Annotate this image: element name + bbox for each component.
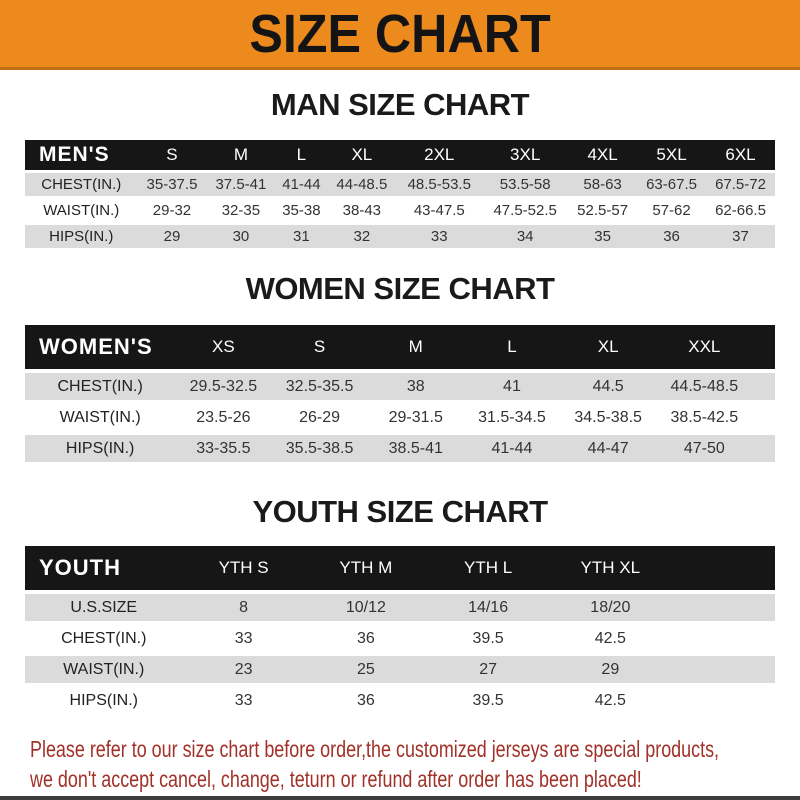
youth-size-table bbox=[25, 542, 775, 718]
size-column-header: YTH S bbox=[183, 546, 305, 590]
size-value-cell: 35 bbox=[568, 225, 637, 248]
table-row bbox=[25, 625, 775, 652]
size-value-cell: 41 bbox=[464, 373, 560, 400]
table-row bbox=[25, 594, 775, 621]
size-value-cell: 53.5-58 bbox=[482, 173, 568, 196]
size-value-cell: 47-50 bbox=[656, 435, 752, 462]
size-value-cell: 29.5-32.5 bbox=[175, 373, 271, 400]
size-column-header: XL bbox=[560, 325, 656, 369]
size-value-cell: 34.5-38.5 bbox=[560, 404, 656, 431]
size-column-header: YTH XL bbox=[549, 546, 671, 590]
size-value-cell: 67.5-72 bbox=[706, 173, 775, 196]
size-value-cell: 31 bbox=[275, 225, 327, 248]
size-value-cell: 38.5-41 bbox=[368, 435, 464, 462]
size-value-cell: 44-47 bbox=[560, 435, 656, 462]
youth-section-heading: YOUTH SIZE CHART bbox=[252, 494, 548, 529]
women-group-label: WOMEN'S bbox=[25, 325, 175, 369]
size-value-cell: 23.5-26 bbox=[175, 404, 271, 431]
size-value-cell: 52.5-57 bbox=[568, 199, 637, 222]
header-filler-cell bbox=[752, 325, 775, 369]
row-label: U.S.SIZE bbox=[25, 594, 183, 621]
men-size-table bbox=[25, 137, 775, 251]
size-column-header: L bbox=[275, 140, 327, 170]
size-value-cell: 35-37.5 bbox=[138, 173, 207, 196]
size-value-cell: 31.5-34.5 bbox=[464, 404, 560, 431]
size-value-cell: 33 bbox=[183, 625, 305, 652]
size-value-cell: 37.5-41 bbox=[206, 173, 275, 196]
size-value-cell: 39.5 bbox=[427, 625, 549, 652]
size-value-cell: 44.5 bbox=[560, 373, 656, 400]
size-value-cell: 18/20 bbox=[549, 594, 671, 621]
size-value-cell: 36 bbox=[305, 687, 427, 714]
footer-note-line1: Please refer to our size chart before order,the customized jerseys are special products, bbox=[30, 736, 720, 762]
size-value-cell: 33-35.5 bbox=[175, 435, 271, 462]
size-value-cell: 33 bbox=[396, 225, 482, 248]
size-value-cell: 36 bbox=[637, 225, 706, 248]
size-column-header: XXL bbox=[656, 325, 752, 369]
row-label: WAIST(IN.) bbox=[25, 199, 138, 222]
size-section-women bbox=[0, 271, 800, 466]
size-value-cell: 63-67.5 bbox=[637, 173, 706, 196]
row-filler-cell bbox=[752, 435, 775, 462]
size-column-header: 5XL bbox=[637, 140, 706, 170]
size-column-header: 2XL bbox=[396, 140, 482, 170]
size-value-cell: 48.5-53.5 bbox=[396, 173, 482, 196]
table-row bbox=[25, 199, 775, 222]
youth-header-row bbox=[25, 546, 775, 590]
size-value-cell: 41-44 bbox=[275, 173, 327, 196]
size-column-header: M bbox=[368, 325, 464, 369]
row-label: WAIST(IN.) bbox=[25, 404, 175, 431]
size-value-cell: 27 bbox=[427, 656, 549, 683]
women-size-table bbox=[25, 321, 775, 466]
size-column-header: YTH L bbox=[427, 546, 549, 590]
size-column-header: 6XL bbox=[706, 140, 775, 170]
size-value-cell: 38.5-42.5 bbox=[656, 404, 752, 431]
row-filler-cell bbox=[671, 656, 775, 683]
row-filler-cell bbox=[671, 687, 775, 714]
row-filler-cell bbox=[671, 594, 775, 621]
bottom-edge-line bbox=[0, 796, 800, 800]
size-value-cell: 42.5 bbox=[549, 625, 671, 652]
women-header-row bbox=[25, 325, 775, 369]
size-column-header: S bbox=[138, 140, 207, 170]
size-value-cell: 41-44 bbox=[464, 435, 560, 462]
size-value-cell: 25 bbox=[305, 656, 427, 683]
footer-note bbox=[0, 734, 800, 794]
size-column-header: L bbox=[464, 325, 560, 369]
footer-note-line2: we don't accept cancel, change, teturn or refund after order has been placed! bbox=[30, 766, 642, 792]
size-value-cell: 47.5-52.5 bbox=[482, 199, 568, 222]
size-value-cell: 32.5-35.5 bbox=[271, 373, 367, 400]
size-column-header: 3XL bbox=[482, 140, 568, 170]
header-filler-cell bbox=[671, 546, 775, 590]
row-label: CHEST(IN.) bbox=[25, 173, 138, 196]
size-value-cell: 32-35 bbox=[206, 199, 275, 222]
size-section-men bbox=[0, 87, 800, 251]
table-row bbox=[25, 687, 775, 714]
row-label: HIPS(IN.) bbox=[25, 435, 175, 462]
row-filler-cell bbox=[752, 373, 775, 400]
row-label: CHEST(IN.) bbox=[25, 625, 183, 652]
size-value-cell: 38 bbox=[368, 373, 464, 400]
banner bbox=[0, 0, 800, 70]
size-value-cell: 34 bbox=[482, 225, 568, 248]
size-value-cell: 57-62 bbox=[637, 199, 706, 222]
size-section-youth bbox=[0, 494, 800, 718]
row-label: CHEST(IN.) bbox=[25, 373, 175, 400]
size-value-cell: 29 bbox=[138, 225, 207, 248]
size-value-cell: 29 bbox=[549, 656, 671, 683]
size-value-cell: 39.5 bbox=[427, 687, 549, 714]
men-section-heading: MAN SIZE CHART bbox=[270, 87, 530, 122]
youth-group-label: YOUTH bbox=[25, 546, 183, 590]
size-column-header: 4XL bbox=[568, 140, 637, 170]
banner-title: SIZE CHART bbox=[249, 3, 551, 64]
table-row bbox=[25, 373, 775, 400]
size-value-cell: 33 bbox=[183, 687, 305, 714]
size-value-cell: 37 bbox=[706, 225, 775, 248]
table-row bbox=[25, 173, 775, 196]
row-label: HIPS(IN.) bbox=[25, 687, 183, 714]
size-column-header: M bbox=[206, 140, 275, 170]
size-value-cell: 8 bbox=[183, 594, 305, 621]
size-value-cell: 35-38 bbox=[275, 199, 327, 222]
row-label: HIPS(IN.) bbox=[25, 225, 138, 248]
size-column-header: YTH M bbox=[305, 546, 427, 590]
table-row bbox=[25, 225, 775, 248]
size-value-cell: 32 bbox=[327, 225, 396, 248]
size-column-header: XS bbox=[175, 325, 271, 369]
size-value-cell: 10/12 bbox=[305, 594, 427, 621]
women-section-heading: WOMEN SIZE CHART bbox=[245, 271, 555, 306]
table-row bbox=[25, 435, 775, 462]
size-sections bbox=[0, 87, 800, 718]
men-header-row bbox=[25, 140, 775, 170]
size-value-cell: 30 bbox=[206, 225, 275, 248]
size-value-cell: 23 bbox=[183, 656, 305, 683]
size-column-header: XL bbox=[327, 140, 396, 170]
row-label: WAIST(IN.) bbox=[25, 656, 183, 683]
row-filler-cell bbox=[752, 404, 775, 431]
size-value-cell: 26-29 bbox=[271, 404, 367, 431]
table-row bbox=[25, 656, 775, 683]
size-value-cell: 44-48.5 bbox=[327, 173, 396, 196]
size-value-cell: 62-66.5 bbox=[706, 199, 775, 222]
size-value-cell: 43-47.5 bbox=[396, 199, 482, 222]
size-value-cell: 44.5-48.5 bbox=[656, 373, 752, 400]
size-column-header: S bbox=[271, 325, 367, 369]
size-value-cell: 38-43 bbox=[327, 199, 396, 222]
size-value-cell: 14/16 bbox=[427, 594, 549, 621]
size-value-cell: 58-63 bbox=[568, 173, 637, 196]
size-value-cell: 29-32 bbox=[138, 199, 207, 222]
size-value-cell: 42.5 bbox=[549, 687, 671, 714]
size-value-cell: 29-31.5 bbox=[368, 404, 464, 431]
size-value-cell: 35.5-38.5 bbox=[271, 435, 367, 462]
row-filler-cell bbox=[671, 625, 775, 652]
men-group-label: MEN'S bbox=[25, 140, 138, 170]
size-value-cell: 36 bbox=[305, 625, 427, 652]
table-row bbox=[25, 404, 775, 431]
